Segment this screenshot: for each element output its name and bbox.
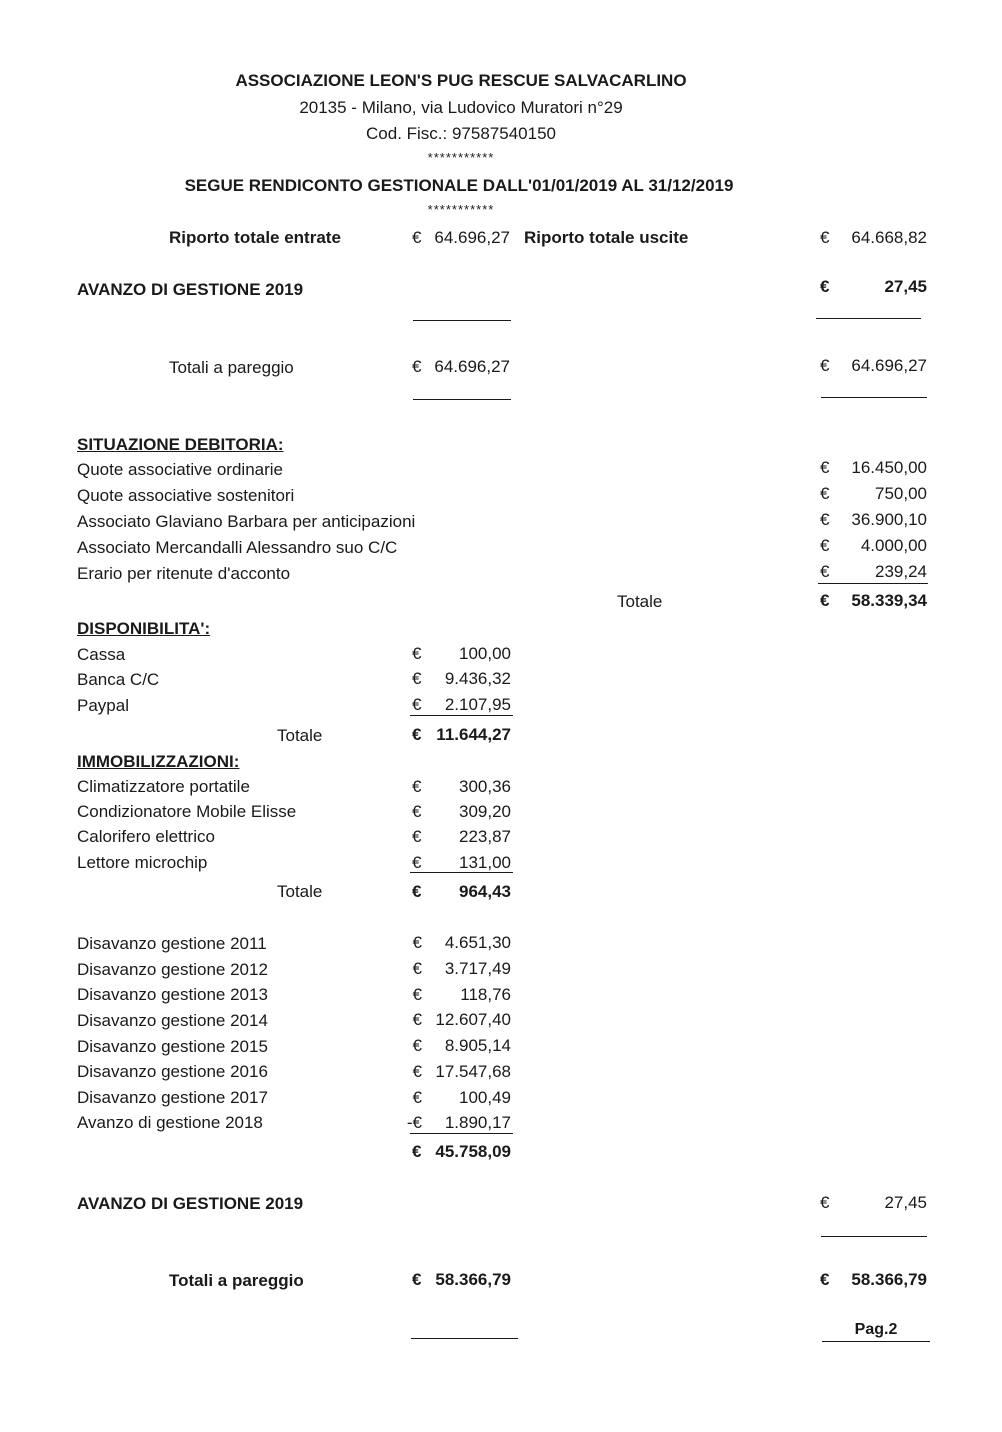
disavanzo-row-value: 17.547,68 (435, 1062, 511, 1081)
debitoria-heading: SITUAZIONE DEBITORIA: (77, 435, 284, 454)
currency-symbol: € (412, 1010, 422, 1029)
currency-symbol: € (412, 357, 422, 376)
avanzo-2019-label: AVANZO DI GESTIONE 2019 (77, 280, 304, 299)
currency-symbol: € (412, 1036, 422, 1055)
currency-symbol: € (412, 959, 422, 978)
currency-symbol: € (820, 1193, 830, 1212)
currency-symbol: € (820, 562, 830, 581)
disavanzo-row-value: 4.651,30 (444, 933, 511, 952)
totali-pareggio-right-value-bottom: 58.366,79 (851, 1270, 927, 1289)
rule (821, 1236, 927, 1237)
totali-pareggio-label: Totali a pareggio (169, 358, 294, 377)
immobilizzazioni-row-value: 131,00 (459, 853, 511, 872)
currency-symbol: € (820, 591, 830, 610)
rule (410, 715, 513, 716)
disavanzo-row-label: Disavanzo gestione 2013 (77, 985, 268, 1004)
rule (411, 1338, 518, 1339)
currency-symbol: € (820, 356, 830, 375)
organization-name: ASSOCIAZIONE LEON'S PUG RESCUE SALVACARLINO (235, 71, 687, 90)
currency-symbol: € (820, 536, 830, 555)
currency-symbol: € (820, 1270, 830, 1289)
document-title: SEGUE RENDICONTO GESTIONALE DALL'01/01/2019 AL 31/12/2019 (184, 176, 734, 195)
immobilizzazioni-row-label: Condizionatore Mobile Elisse (77, 802, 297, 821)
currency-symbol: € (412, 1088, 422, 1107)
avanzo-2019-label-bottom: AVANZO DI GESTIONE 2019 (77, 1194, 304, 1213)
disavanzo-row-label: Disavanzo gestione 2017 (77, 1088, 268, 1107)
currency-symbol: € (412, 669, 422, 688)
disponibilita-total-value: 11.644,27 (436, 725, 511, 744)
disponibilita-row-label: Cassa (77, 645, 126, 664)
currency-symbol: € (412, 882, 422, 901)
currency-symbol: € (820, 458, 830, 477)
immobilizzazioni-row-value: 300,36 (459, 777, 511, 796)
currency-symbol: € (820, 277, 830, 296)
immobilizzazioni-row-value: 223,87 (459, 827, 511, 846)
debitoria-row-label: Quote associative ordinarie (77, 460, 284, 479)
disponibilita-row-label: Paypal (77, 696, 129, 715)
currency-symbol: € (820, 510, 830, 529)
currency-symbol: € (412, 1142, 422, 1161)
debitoria-row-value: 4.000,00 (860, 536, 927, 555)
currency-symbol: € (412, 1270, 422, 1289)
riporto-entrate-label: Riporto totale entrate (169, 228, 341, 247)
disavanzo-row-value: 1.890,17 (444, 1113, 511, 1132)
avanzo-2019-value: 27,45 (884, 277, 927, 296)
currency-symbol: € (412, 933, 422, 952)
disavanzo-row-label: Disavanzo gestione 2016 (77, 1062, 268, 1081)
disponibilita-total-label: Totale (277, 726, 323, 745)
disavanzo-row-label: Disavanzo gestione 2015 (77, 1037, 268, 1056)
totali-pareggio-left-value-bottom: 58.366,79 (435, 1270, 511, 1289)
currency-symbol: -€ (406, 1113, 422, 1132)
rule (821, 397, 927, 398)
immobilizzazioni-row-label: Lettore microchip (77, 853, 208, 872)
currency-symbol: € (412, 228, 422, 247)
riporto-uscite-value: 64.668,82 (851, 228, 927, 247)
immobilizzazioni-row-label: Climatizzatore portatile (77, 777, 250, 796)
debitoria-row-value: 750,00 (875, 484, 927, 503)
rule (822, 1341, 930, 1342)
separator-stars-1: *********** (427, 150, 495, 165)
immobilizzazioni-row-label: Calorifero elettrico (77, 827, 215, 846)
disponibilita-row-value: 100,00 (459, 644, 511, 663)
debitoria-row-value: 36.900,10 (851, 510, 927, 529)
currency-symbol: € (412, 725, 422, 744)
immobilizzazioni-heading: IMMOBILIZZAZIONI: (77, 752, 240, 771)
debitoria-row-label: Associato Mercandalli Alessandro suo C/C (77, 538, 398, 557)
currency-symbol: € (820, 228, 830, 247)
totali-pareggio-right-value: 64.696,27 (851, 356, 927, 375)
currency-symbol: € (820, 484, 830, 503)
immobilizzazioni-row-value: 309,20 (459, 802, 511, 821)
rule (413, 399, 511, 400)
disavanzo-row-value: 8.905,14 (444, 1036, 511, 1055)
debitoria-row-value: 239,24 (875, 562, 927, 581)
disavanzo-row-value: 12.607,40 (435, 1010, 511, 1029)
currency-symbol: € (412, 777, 422, 796)
disponibilita-heading: DISPONIBILITA': (77, 619, 211, 638)
disponibilita-row-label: Banca C/C (77, 670, 160, 689)
rule (818, 583, 928, 584)
disavanzo-row-label: Disavanzo gestione 2012 (77, 960, 268, 979)
riporto-entrate-value: 64.696,27 (434, 228, 510, 247)
organization-address: 20135 - Milano, via Ludovico Muratori n°29 (299, 98, 623, 117)
currency-symbol: € (412, 802, 422, 821)
immobilizzazioni-total-value: 964,43 (459, 882, 511, 901)
separator-stars-2: *********** (427, 202, 495, 217)
rule (410, 872, 513, 873)
riporto-uscite-label: Riporto totale uscite (524, 228, 689, 247)
currency-symbol: € (412, 827, 422, 846)
rule (410, 1133, 513, 1134)
currency-symbol: € (412, 985, 422, 1004)
disavanzo-row-label: Avanzo di gestione 2018 (77, 1113, 263, 1132)
debitoria-total-value: 58.339,34 (851, 591, 927, 610)
fiscal-code: Cod. Fisc.: 97587540150 (366, 124, 556, 143)
disavanzo-row-value: 118,76 (460, 985, 511, 1004)
avanzo-2019-value-bottom: 27,45 (884, 1193, 927, 1212)
disavanzo-row-value: 100,49 (459, 1088, 511, 1107)
currency-symbol: € (412, 695, 422, 714)
currency-symbol: € (412, 1062, 422, 1081)
rule (816, 318, 921, 319)
disponibilita-row-value: 2.107,95 (444, 695, 511, 714)
disavanzi-total-value: 45.758,09 (435, 1142, 511, 1161)
disponibilita-row-value: 9.436,32 (444, 669, 511, 688)
page-number: Pag.2 (854, 1321, 898, 1338)
debitoria-row-value: 16.450,00 (851, 458, 927, 477)
debitoria-row-label: Quote associative sostenitori (77, 486, 295, 505)
rule (413, 320, 511, 321)
totali-pareggio-left-value: 64.696,27 (434, 357, 510, 376)
debitoria-row-label: Erario per ritenute d'acconto (77, 564, 291, 583)
debitoria-row-label: Associato Glaviano Barbara per anticipazioni (77, 512, 416, 531)
disavanzo-row-label: Disavanzo gestione 2011 (77, 934, 267, 953)
currency-symbol: € (412, 644, 422, 663)
immobilizzazioni-total-label: Totale (277, 882, 323, 901)
disavanzo-row-value: 3.717,49 (444, 959, 511, 978)
debitoria-total-label: Totale (617, 592, 663, 611)
currency-symbol: € (412, 853, 422, 872)
totali-pareggio-label-bottom: Totali a pareggio (169, 1271, 304, 1290)
disavanzo-row-label: Disavanzo gestione 2014 (77, 1011, 268, 1030)
